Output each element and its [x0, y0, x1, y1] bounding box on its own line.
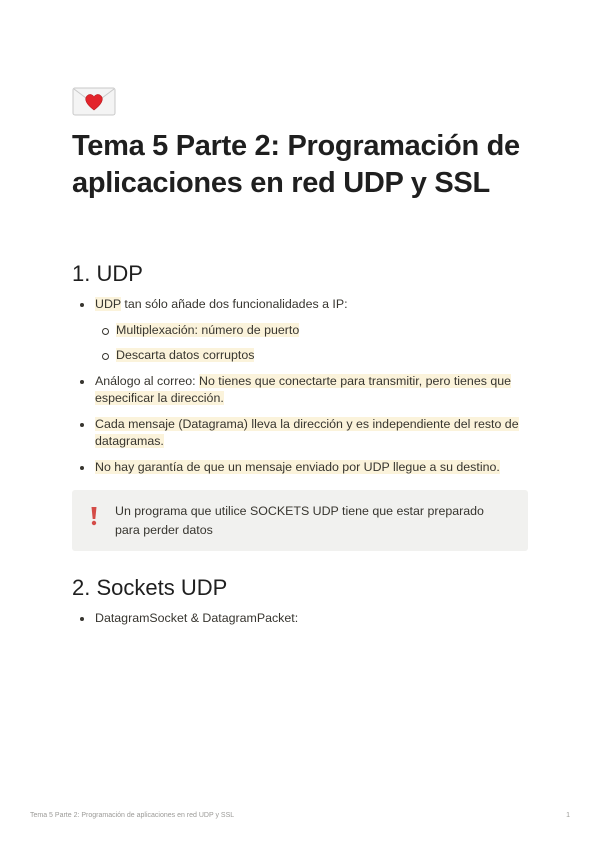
- list-item: [72, 373, 532, 408]
- warning-callout: [72, 490, 528, 551]
- footer-title: Tema 5 Parte 2: Programación de aplicaciones en red UDP y SSL: [30, 812, 235, 819]
- list-item: [72, 296, 532, 365]
- highlighted-text: No hay garantía de que un mensaje enviado por UDP llegue a su destino.: [95, 459, 500, 474]
- list-item: [72, 610, 532, 628]
- highlighted-text: Descarta datos corruptos: [116, 348, 255, 362]
- list-item-text: DatagramSocket & DatagramPacket:: [95, 611, 299, 625]
- highlighted-text: Cada mensaje (Datagrama) lleva la dirección y es independiente del resto de datagramas.: [95, 416, 519, 448]
- list-item: [95, 347, 532, 365]
- page-title: Tema 5 Parte 2: Programación de aplicaciones en red UDP y SSL: [72, 130, 520, 199]
- list-item: [72, 459, 532, 477]
- sub-list: [95, 322, 532, 365]
- list-item: [72, 416, 532, 451]
- list-item-text: Análogo al correo:: [95, 373, 200, 388]
- sockets-bullet-list: [72, 610, 532, 628]
- list-item: [95, 322, 532, 340]
- love-letter-icon: [72, 86, 116, 116]
- callout-text: Un programa que utilice SOCKETS UDP tiene que estar preparado para perder datos: [115, 504, 484, 537]
- udp-bullet-list: [72, 296, 532, 476]
- exclamation-icon: [89, 505, 99, 527]
- highlighted-text: No tienes que conectarte para transmitir, pero tienes que especificar la dirección.: [95, 373, 512, 405]
- list-item-text: tan sólo añade dos funcionalidades a IP:: [120, 297, 348, 311]
- page-number: 1: [566, 812, 570, 819]
- highlighted-text: UDP: [95, 297, 121, 311]
- section-heading-sockets-udp: 2. Sockets UDP: [72, 575, 228, 600]
- section-heading-udp: 1. UDP: [72, 261, 143, 286]
- highlighted-text: Multiplexación: número de puerto: [116, 322, 300, 337]
